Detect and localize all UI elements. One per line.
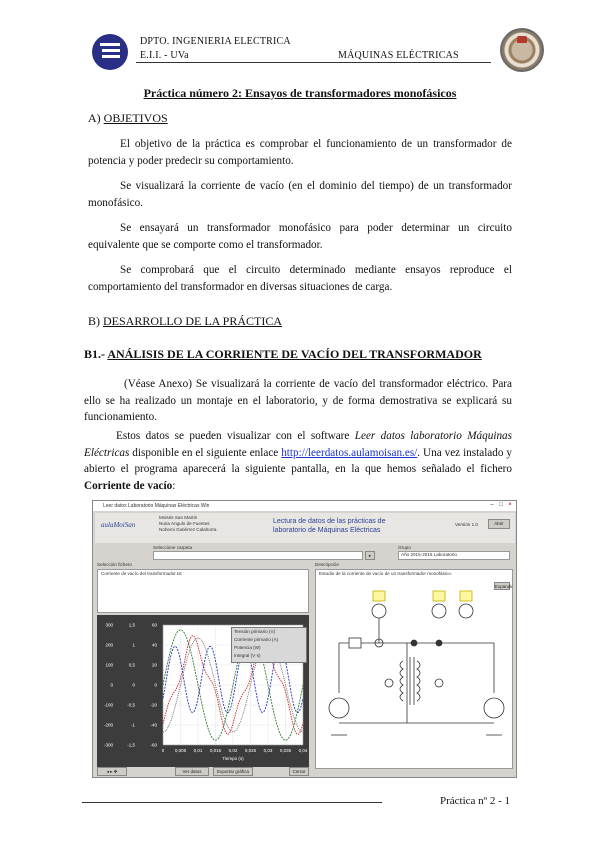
export-chart-button[interactable]: Exportar gráfica [213,767,253,776]
y-tick-label-voltage: 100 [105,662,113,668]
version-label: Versión 1.0 [455,522,478,527]
x-tick-label: 0 [161,748,165,753]
folder-input[interactable] [153,551,363,560]
y-tick-label-power: -20 [150,702,157,708]
view-data-button[interactable]: Ver datos [175,767,209,776]
objective-paragraph-1: El objetivo de la práctica es comprobar el funcionamiento de un transformador de potencia y poder predecir su comportamiento. [88,138,512,167]
legend-current: Corriente primario (A) [234,637,279,642]
y-tick-label-voltage: 0 [110,682,113,688]
author-2: Nuria Angulo de Fuentes [159,521,210,526]
file-name: Corriente de vacío [84,479,173,492]
y-tick-label-current: 1 [132,642,135,648]
expand-button[interactable]: Expandir [495,584,513,589]
x-tick-label: 0,035 [279,748,292,753]
y-tick-label-voltage: -100 [103,702,113,708]
x-tick-label: 0,025 [244,748,257,753]
y-tick-label-voltage: -200 [103,722,113,728]
maximize-icon[interactable]: □ [499,502,503,508]
page-number: Práctica nº 2 - 1 [440,795,510,807]
b1-heading: B1.- ANÁLISIS DE LA CORRIENTE DE VACÍO DEL TRANSFORMADOR [84,347,482,361]
software-screenshot [92,500,517,778]
y-tick-label-current: -1 [130,722,135,728]
legend-voltage: Tensión primario (V) [234,629,276,634]
software-name: Leer datos laboratorio Máquinas Eléctricas [84,430,512,459]
page-title: Práctica número 2: Ensayos de transformadores monofásicos [143,86,457,100]
legend-integral: Integral (V·s) [234,653,261,658]
circuit-diagram [319,583,513,763]
y-tick-label-power: -60 [150,742,157,748]
file-list-item[interactable]: Corriente de vacío del transformador.txt [101,571,182,576]
header-rule [136,62,491,63]
section-b-heading: B) DESARROLLO DE LA PRÁCTICA [88,314,283,328]
group-select[interactable]: Año 2015-2016 Laboratorio [398,551,510,560]
x-tick-label: 0,04 [298,748,308,753]
b1-paragraph-1: (Véase Anexo) Se visualizará la corriente de vacío del transformador eléctrico. Para ello se ha realizado un montaje en el laboratorio, y de forma demostrativa se explicará su funcionamiento. [84,378,512,423]
x-tick-label: 0,005 [174,748,187,753]
download-link[interactable]: http://leerdatos.aulamoisan.es/ [281,446,418,459]
x-tick-label: 0,01 [193,748,203,753]
y-tick-label-voltage: -300 [103,742,113,748]
app-title-line-2: laboratorio de Máquinas Eléctricas [273,527,381,534]
y-tick-label-power: 20 [151,662,157,668]
zoom-tools[interactable]: ◂ ▸ ✥ [97,767,127,776]
window-title: Leer datos Laboratorio Máquinas Eléctricas Win [93,501,516,511]
objective-paragraph-3: Se ensayará un transformador monofásico para poder determinar un circuito equivalente que se comporte como el transformador. [88,222,512,251]
header-subject: MÁQUINAS ELÉCTRICAS [338,50,459,61]
x-tick-label: 0,02 [228,748,238,753]
y-tick-label-current: 0,5 [128,662,135,668]
close-app-button[interactable]: Cerrar [289,767,309,776]
header-dept: DPTO. INGENIERIA ELECTRICA [140,36,291,47]
y-tick-label-power: -40 [150,722,157,728]
objective-paragraph-4: Se comprobará que el circuito determinado mediante ensayos reproduce el comportamiento del transformador en diversas situaciones de carga. [88,264,512,293]
y-tick-label-current: -0,5 [127,702,135,708]
y-tick-label-current: 0 [132,682,135,688]
objective-paragraph-2: Se visualizará la corriente de vacío (en el dominio del tiempo) de un transformador monofásico. [88,180,512,209]
y-tick-label-power: 60 [151,622,157,628]
y-tick-label-current: 1,5 [128,622,135,628]
legend-power: Potencia (W) [234,645,261,650]
description-label: Descripción [315,562,339,567]
file-selector-label: Selección fichero [97,562,132,567]
chart-legend [231,627,307,663]
description-text: Estudio de la corriente de vacío de un transformador monofásico. [319,571,453,576]
header-school: E.I.I. - UVa [140,50,189,61]
uva-logo [92,34,128,70]
y-tick-label-power: 40 [151,642,157,648]
x-tick-label: 0,03 [263,748,273,753]
b1-paragraph-2: Estos datos se pueden visualizar con el software Leer datos laboratorio Máquinas Eléctricas disponible en el siguiente enlace http://leerdatos.aulamoisan.es/. Una vez instalado y abierto el programa aparecerá la siguiente pantalla, en la que hemos señalado el fichero Corriente de vacío: [84,430,512,492]
author-3: Nohemi Gutiérrez Calahorra [159,527,217,532]
aulamoisan-logo: aulaMoiSan [101,521,136,529]
folder-label: Seleccione carpeta [153,545,193,550]
section-a-heading: A) OBJETIVOS [88,111,168,125]
close-icon[interactable]: × [508,502,512,508]
browse-button[interactable]: ▸ [365,551,375,560]
x-axis-label: Tiempo (s) [222,756,244,761]
app-title-line-1: Lectura de datos de las prácticas de [273,518,386,525]
open-button[interactable]: Abrir [488,519,510,529]
y-tick-label-voltage: 200 [105,642,113,648]
y-tick-label-power: 0 [154,682,157,688]
university-seal [500,28,544,72]
group-label: Grupo [398,545,411,550]
minimize-icon[interactable]: – [490,502,494,508]
footer-rule [82,802,382,803]
file-list[interactable] [97,569,309,613]
y-tick-label-current: -1,5 [127,742,135,748]
x-tick-label: 0,015 [209,748,222,753]
author-1: Moisés San Martín [159,515,198,520]
y-tick-label-voltage: 300 [105,622,113,628]
